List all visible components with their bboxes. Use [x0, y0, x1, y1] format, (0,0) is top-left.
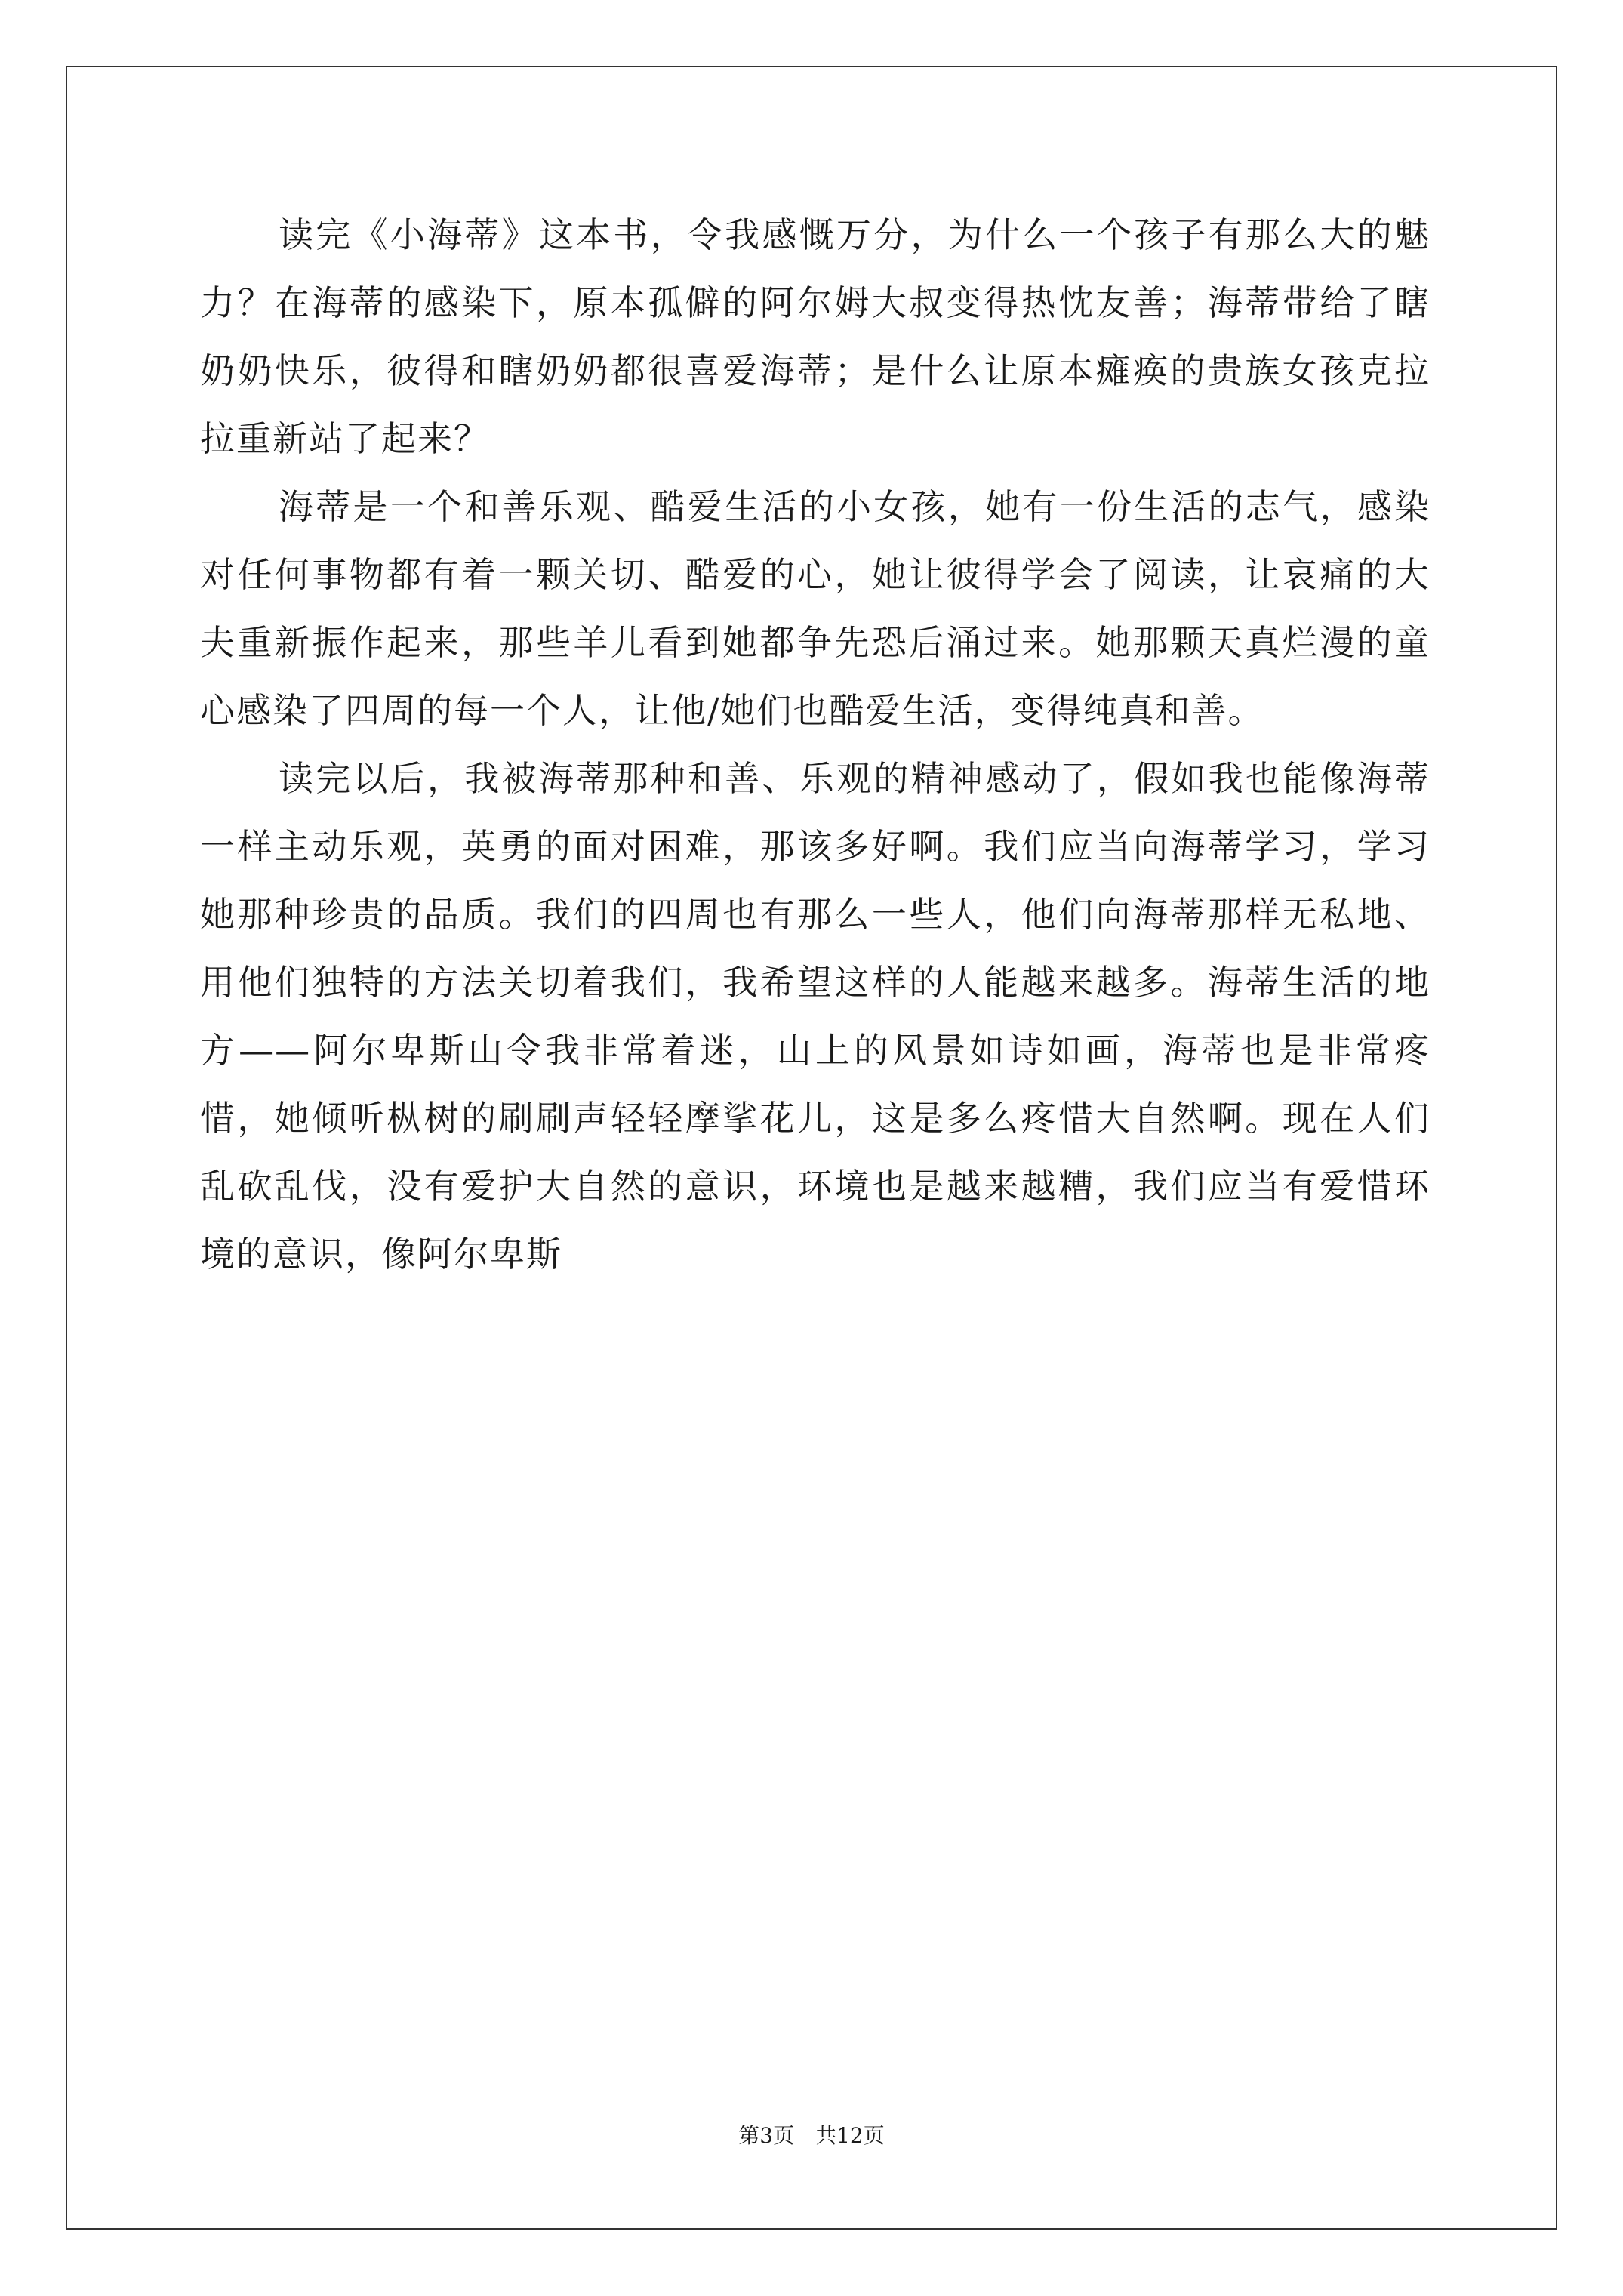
- page-number-total: 共12页: [815, 2123, 885, 2148]
- document-body: [200, 201, 1431, 1288]
- page-footer: [0, 2121, 1623, 2151]
- page-number-current: 第3页: [738, 2123, 795, 2148]
- paragraph-1: 读完《小海蒂》这本书，令我感慨万分，为什么一个孩子有那么大的魅力？在海蒂的感染下，原本孤僻的阿尔姆大叔变得热忱友善；海蒂带给了瞎奶奶快乐，彼得和瞎奶奶都很喜爱海蒂；是什么让原本瘫痪的贵族女孩克拉拉重新站了起来？: [200, 214, 1431, 459]
- paragraph-2: 海蒂是一个和善乐观、酷爱生活的小女孩，她有一份生活的志气，感染对任何事物都有着一颗关切、酷爱的心，她让彼得学会了阅读，让哀痛的大夫重新振作起来，那些羊儿看到她都争先恐后涌过来。她那颗天真烂漫的童心感染了四周的每一个人，让他/她们也酷爱生活，变得纯真和善。: [200, 486, 1431, 731]
- paragraph-3: 读完以后，我被海蒂那种和善、乐观的精神感动了，假如我也能像海蒂一样主动乐观，英勇的面对困难，那该多好啊。我们应当向海蒂学习，学习她那种珍贵的品质。我们的四周也有那么一些人，他们向海蒂那样无私地、用他们独特的方法关切着我们，我希望这样的人能越来越多。海蒂生活的地方——阿尔卑斯山令我非常着迷，山上的风景如诗如画，海蒂也是非常疼惜，她倾听枞树的刷刷声轻轻摩挲花儿，这是多么疼惜大自然啊。现在人们乱砍乱伐，没有爱护大自然的意识，环境也是越来越糟，我们应当有爱惜环境的意识，像阿尔卑斯: [200, 758, 1431, 1274]
